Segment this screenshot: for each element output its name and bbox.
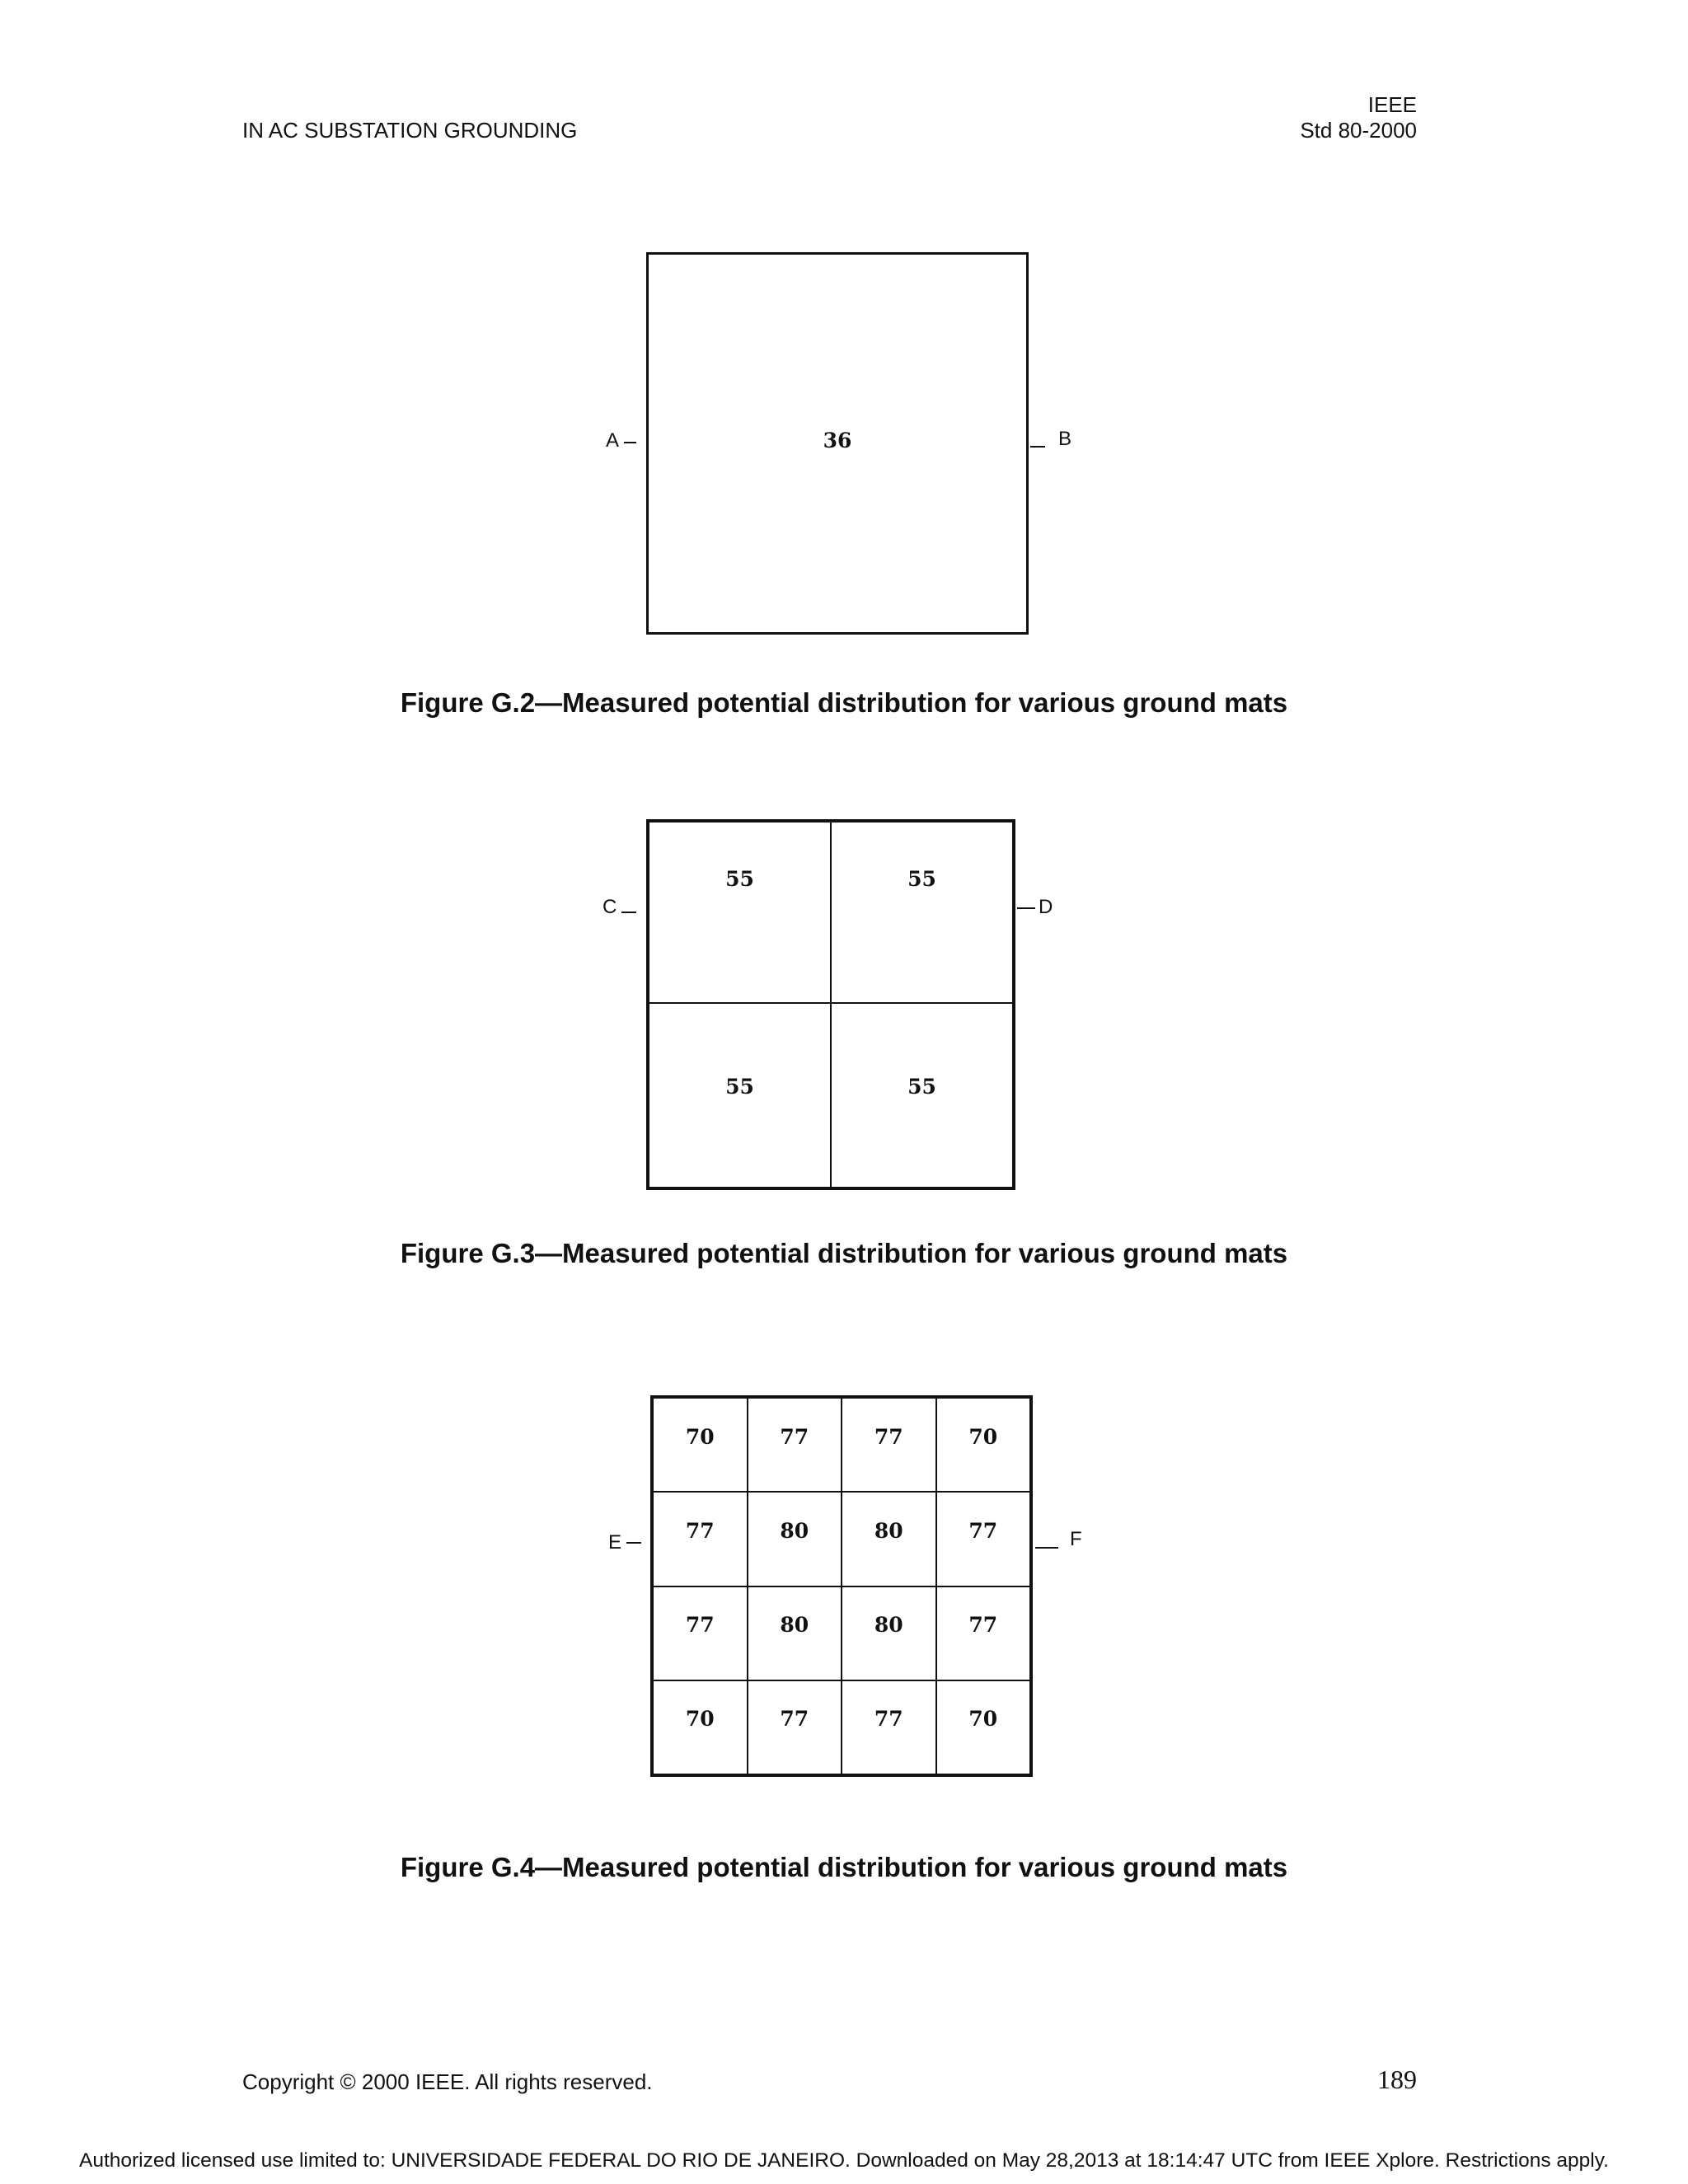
- mat-cell: [649, 822, 831, 1003]
- mat-cell: [936, 1492, 1031, 1586]
- profile-label-b: B: [1058, 428, 1072, 450]
- potential-value: 77: [874, 1424, 903, 1449]
- mat-cell: [842, 1492, 936, 1586]
- potential-value: 77: [874, 1707, 903, 1732]
- running-header-title: IN AC SUBSTATION GROUNDING: [242, 118, 578, 143]
- potential-value: 70: [685, 1707, 715, 1732]
- potential-value: 80: [874, 1518, 903, 1543]
- mat-cell: [831, 822, 1013, 1003]
- ground-mat-g3: [646, 819, 1015, 1190]
- potential-value: 77: [780, 1707, 809, 1732]
- mat-cell: [653, 1398, 748, 1492]
- ground-mat-g2: [646, 252, 1029, 635]
- potential-value: 55: [725, 1075, 754, 1099]
- mat-cell: [842, 1680, 936, 1774]
- profile-label-c: C: [603, 896, 617, 918]
- mat-cell: [842, 1398, 936, 1492]
- profile-label-a: A: [606, 429, 620, 452]
- mat-cell: [936, 1680, 1031, 1774]
- potential-value: 77: [968, 1613, 998, 1638]
- profile-label-d: D: [1039, 896, 1053, 918]
- potential-value: 80: [780, 1518, 809, 1543]
- potential-value: 55: [907, 867, 936, 892]
- profile-marker-a: [624, 442, 636, 443]
- mat-cell: [649, 1003, 831, 1188]
- potential-value: 80: [874, 1613, 903, 1638]
- copyright-notice: Copyright © 2000 IEEE. All rights reserved.: [242, 2069, 653, 2094]
- running-header-ieee: IEEE: [1367, 92, 1417, 117]
- figure-caption-g4: Figure G.4—Measured potential distribution for various ground mats: [400, 1852, 1288, 1882]
- figure-caption-g2: Figure G.2—Measured potential distribution for various ground mats: [400, 687, 1288, 718]
- mat-cell: [653, 1680, 748, 1774]
- authorization-notice: Authorized licensed use limited to: UNIVERSIDADE FEDERAL DO RIO DE JANEIRO. Downloaded on May 28,2013 at 18:14:47 UTC from IEEE Xplore. Restrictions apply.: [79, 2149, 1609, 2172]
- potential-value: 55: [907, 1075, 936, 1099]
- mat-cell: [653, 1492, 748, 1586]
- potential-value: 36: [823, 428, 852, 452]
- mat-cell: [748, 1398, 842, 1492]
- mat-cell: [936, 1398, 1031, 1492]
- potential-value: 55: [725, 867, 754, 892]
- profile-marker-f: [1035, 1547, 1058, 1549]
- profile-label-e: E: [608, 1531, 622, 1554]
- profile-label-f: F: [1070, 1528, 1082, 1550]
- ground-mat-g4: [650, 1395, 1033, 1777]
- potential-value: 77: [968, 1518, 998, 1543]
- mat-cell: [748, 1680, 842, 1774]
- profile-marker-d: [1017, 907, 1035, 909]
- profile-marker-e: [626, 1542, 641, 1544]
- mat-cell: [831, 1003, 1013, 1188]
- potential-value: 77: [685, 1518, 715, 1543]
- figure-caption-g3: Figure G.3—Measured potential distribution for various ground mats: [400, 1238, 1288, 1268]
- potential-value: 77: [685, 1613, 715, 1638]
- mat-cell: [842, 1586, 936, 1680]
- mat-cell: [649, 255, 1026, 632]
- profile-marker-b: [1030, 446, 1045, 448]
- potential-value: 70: [685, 1424, 715, 1449]
- running-header-standard: Std 80-2000: [1300, 118, 1417, 143]
- mat-cell: [936, 1586, 1031, 1680]
- mat-cell: [748, 1492, 842, 1586]
- potential-value: 80: [780, 1613, 809, 1638]
- mat-cell: [748, 1586, 842, 1680]
- mat-cell: [653, 1586, 748, 1680]
- potential-value: 70: [968, 1707, 998, 1732]
- potential-value: 77: [780, 1424, 809, 1449]
- potential-value: 70: [968, 1424, 998, 1449]
- page-number: 189: [1377, 2064, 1417, 2094]
- profile-marker-c: [621, 912, 636, 913]
